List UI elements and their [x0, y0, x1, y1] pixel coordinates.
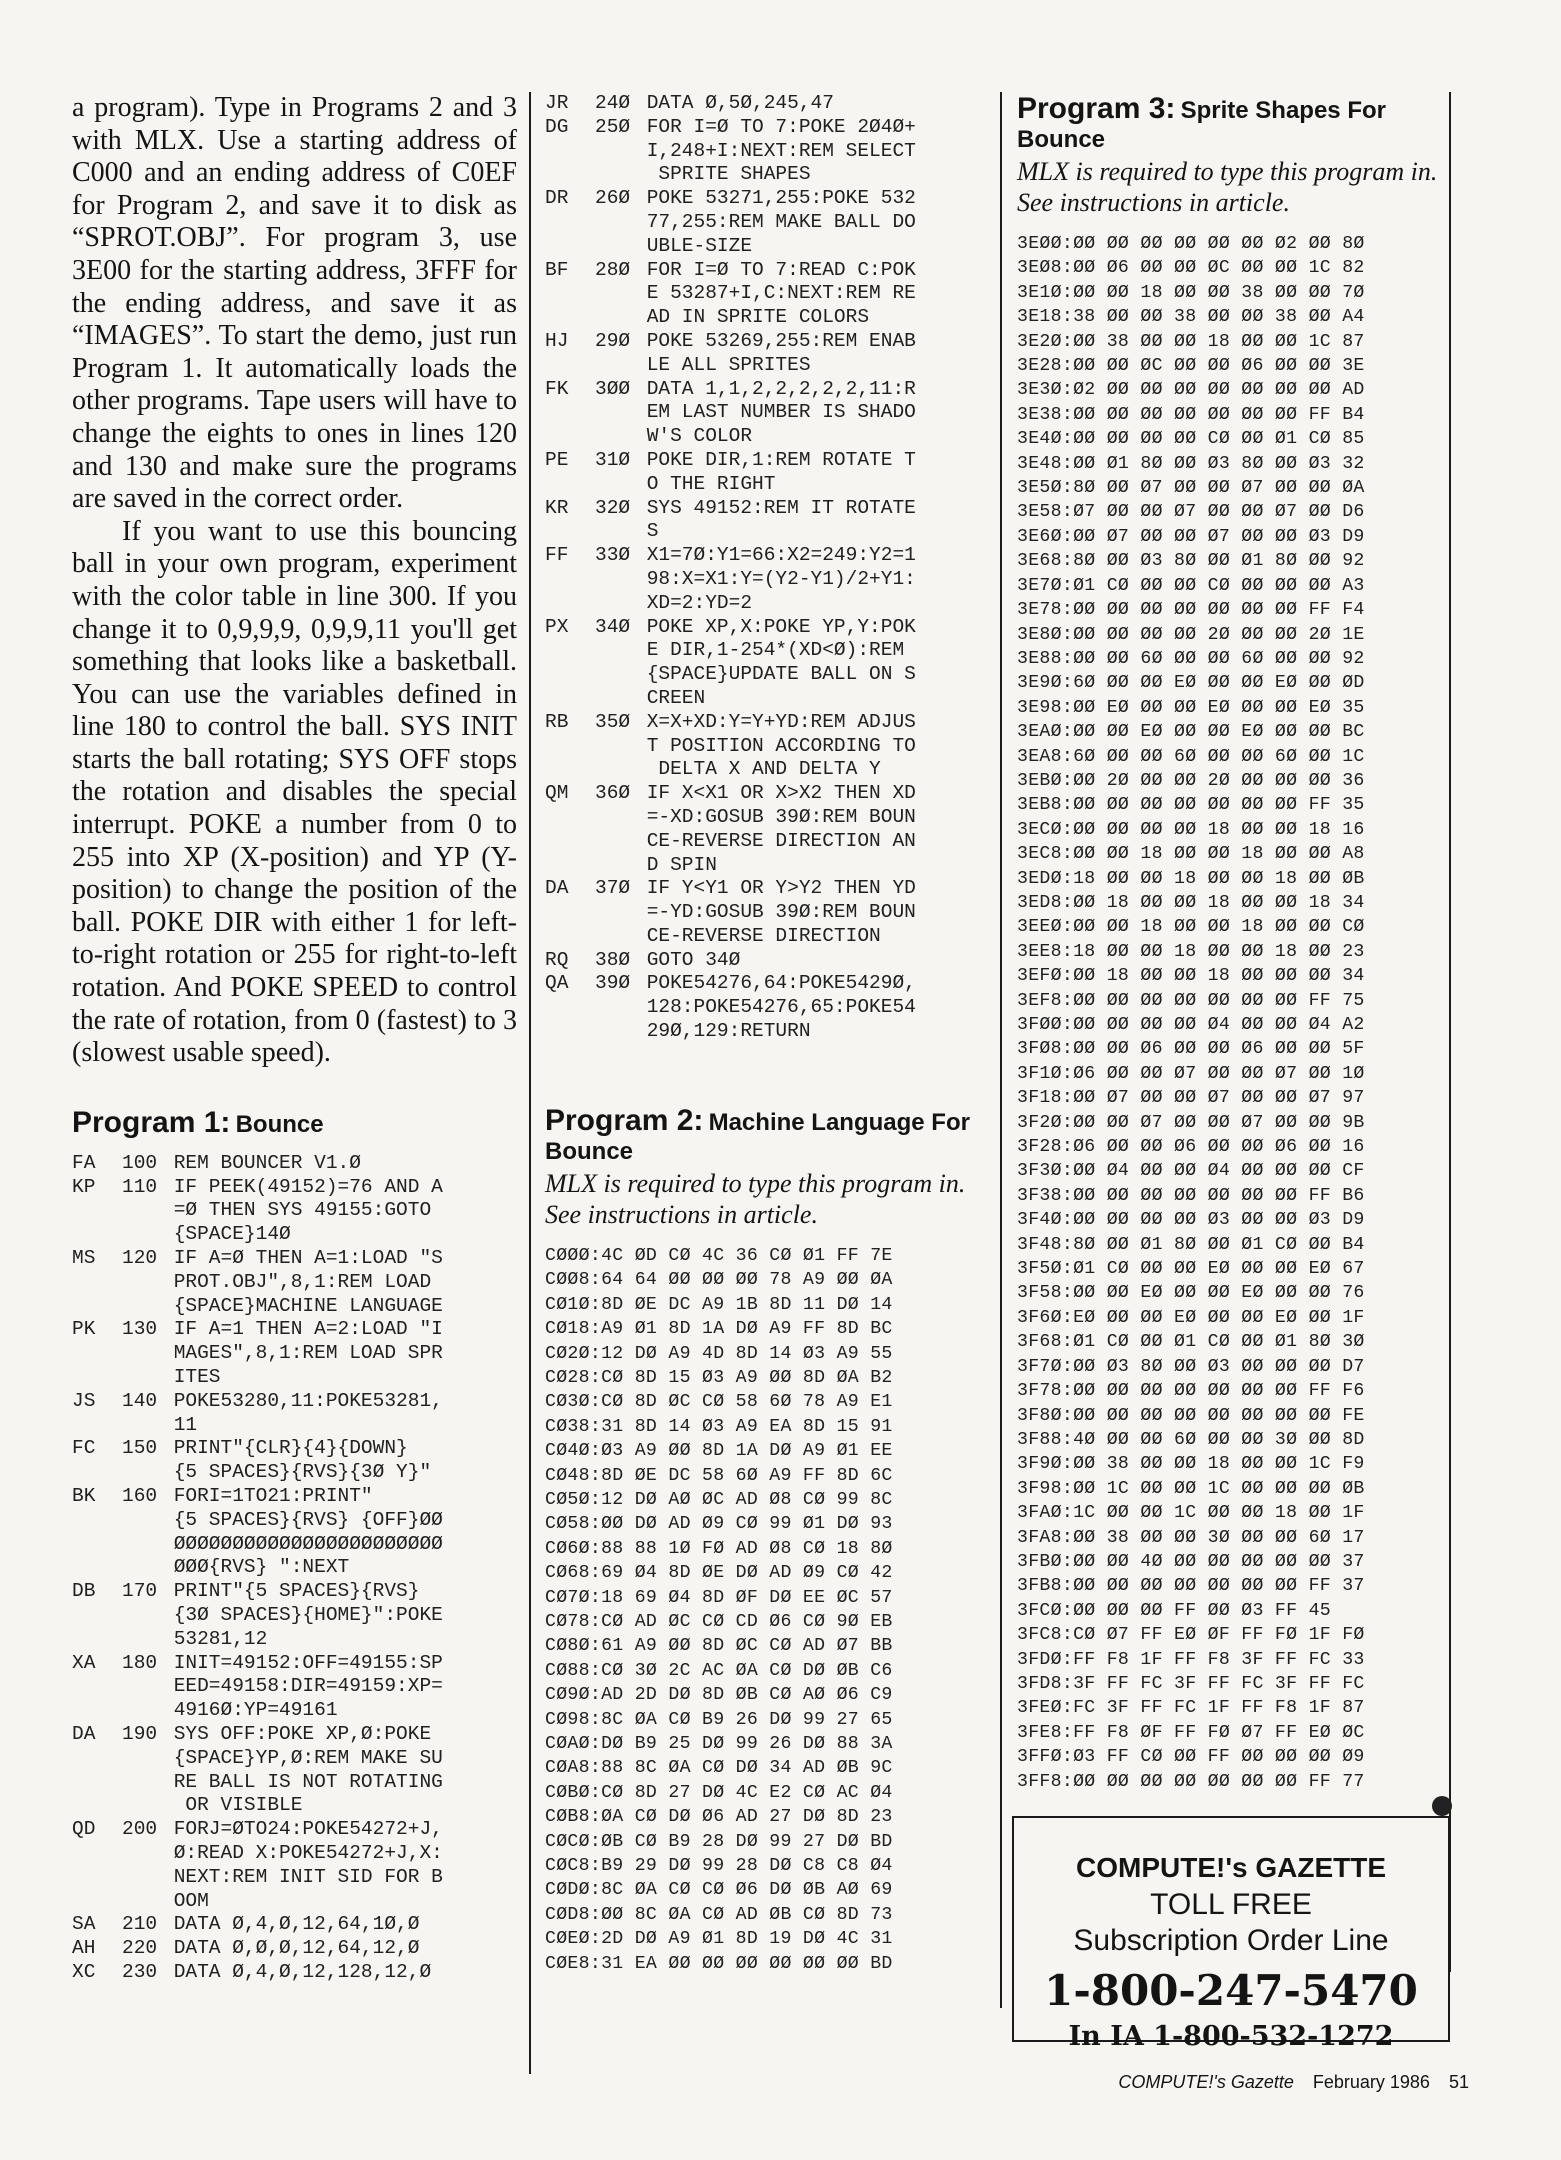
line-number: 38Ø: [595, 948, 631, 971]
program-1-listing-continued: [545, 92, 985, 1044]
code-line: [545, 259, 985, 330]
program-number: Program 3:: [1017, 92, 1176, 125]
hex-row: 3F1Ø:Ø6 ØØ ØØ Ø7 ØØ ØØ Ø7 ØØ 1Ø: [1017, 1063, 1365, 1084]
line-number: 180: [122, 1651, 158, 1674]
hex-row: 3E3Ø:Ø2 ØØ ØØ ØØ ØØ ØØ ØØ ØØ AD: [1017, 380, 1365, 401]
line-code: GOTO 34Ø: [635, 948, 741, 971]
checksum-tag: QD: [72, 1818, 96, 1841]
line-number: 39Ø: [595, 972, 631, 995]
checksum-tag: AH: [72, 1937, 96, 1960]
code-line: [72, 1913, 517, 1937]
code-line: [72, 1723, 517, 1818]
code-line: [72, 1152, 517, 1176]
hex-row: CØ48:8D ØE DC 58 6Ø A9 FF 8D 6C: [545, 1465, 893, 1486]
line-number: 26Ø: [595, 187, 631, 210]
hex-row: 3EØØ:ØØ ØØ ØØ ØØ ØØ ØØ Ø2 ØØ 8Ø: [1017, 234, 1365, 254]
checksum-tag: KR: [545, 496, 569, 519]
line-number: 36Ø: [595, 782, 631, 805]
hex-row: 3F38:ØØ ØØ ØØ ØØ ØØ ØØ ØØ FF B6: [1017, 1185, 1365, 1206]
line-number: 110: [122, 1175, 158, 1198]
hex-row: 3FA8:ØØ 38 ØØ ØØ 3Ø ØØ ØØ 6Ø 17: [1017, 1527, 1365, 1548]
code-line: [545, 544, 985, 615]
hex-row: 3EFØ:ØØ 18 ØØ ØØ 18 ØØ ØØ ØØ 34: [1017, 966, 1365, 987]
column-rule: [529, 92, 531, 2074]
hex-row: CØ7Ø:18 69 Ø4 8D ØF DØ EE ØC 57: [545, 1587, 893, 1608]
line-number: 190: [122, 1722, 158, 1745]
hex-row: CØ68:69 Ø4 8D ØE DØ AD Ø9 CØ 42: [545, 1563, 893, 1584]
checksum-tag: BK: [72, 1484, 96, 1507]
hex-row: CØØØ:4C ØD CØ 4C 36 CØ Ø1 FF 7E: [545, 1245, 893, 1266]
hex-row: CØ3Ø:CØ 8D ØC CØ 58 6Ø 78 A9 E1: [545, 1392, 893, 1413]
program-2-heading: [545, 1104, 985, 1166]
hex-row: 3E6Ø:ØØ Ø7 ØØ ØØ Ø7 ØØ ØØ Ø3 D9: [1017, 526, 1365, 547]
line-number: 150: [122, 1437, 158, 1460]
checksum-tag: DR: [545, 187, 569, 210]
code-line: [72, 1318, 517, 1389]
checksum-tag: PE: [545, 448, 569, 471]
hex-row: 3FF8:ØØ ØØ ØØ ØØ ØØ ØØ ØØ FF 77: [1017, 1771, 1365, 1792]
line-code: POKE53280,11:POKE53281, 11: [173, 1389, 443, 1436]
checksum-tag: FK: [545, 377, 569, 400]
line-code: DATA Ø,4,Ø,12,128,12,Ø: [162, 1960, 432, 1983]
hex-row: 3ED8:ØØ 18 ØØ ØØ 18 ØØ ØØ 18 34: [1017, 892, 1365, 913]
hex-row: CØB8:ØA CØ DØ Ø6 AD 27 DØ 8D 23: [545, 1807, 893, 1828]
program-title: Bounce: [235, 1110, 324, 1138]
checksum-tag: KP: [72, 1175, 96, 1198]
hex-row: 3EA8:6Ø ØØ ØØ 6Ø ØØ ØØ 6Ø ØØ 1C: [1017, 746, 1365, 767]
checksum-tag: XA: [72, 1651, 96, 1674]
checksum-tag: FF: [545, 544, 569, 567]
ad-toll-free: TOLL FREE: [1150, 1888, 1312, 1921]
line-number: 37Ø: [595, 877, 631, 900]
hex-row: 3FDØ:FF F8 1F FF F8 3F FF FC 33: [1017, 1649, 1365, 1670]
hex-row: CØ5Ø:12 DØ AØ ØC AD Ø8 CØ 99 8C: [545, 1489, 893, 1510]
code-line: [545, 449, 985, 497]
hex-row: CØ98:8C ØA CØ B9 26 DØ 99 27 65: [545, 1709, 893, 1730]
line-number: 220: [122, 1937, 158, 1960]
hex-row: CØC8:B9 29 DØ 99 28 DØ C8 C8 Ø4: [545, 1856, 893, 1877]
hex-row: CØBØ:CØ 8D 27 DØ 4C E2 CØ AC Ø4: [545, 1782, 893, 1803]
hex-row: CØ1Ø:8D ØE DC A9 1B 8D 11 DØ 14: [545, 1294, 893, 1315]
checksum-tag: HJ: [545, 329, 569, 352]
hex-row: 3E48:ØØ Ø1 8Ø ØØ Ø3 8Ø ØØ Ø3 32: [1017, 453, 1365, 474]
line-code: POKE54276,64:POKE5429Ø, 128:POKE54276,65:POKE54 29Ø,129:RETURN: [646, 972, 916, 1043]
code-line: [545, 616, 985, 711]
checksum-tag: QA: [545, 972, 569, 995]
line-number: 200: [122, 1818, 158, 1841]
hex-row: 3E4Ø:ØØ ØØ ØØ ØØ CØ ØØ Ø1 CØ 85: [1017, 429, 1365, 450]
program-title: Sprite Shapes For Bounce: [1017, 97, 1386, 153]
column-3: [1017, 92, 1457, 1816]
code-line: [545, 877, 985, 948]
line-number: 25Ø: [595, 115, 631, 138]
checksum-tag: SA: [72, 1913, 96, 1936]
hex-row: CØ9Ø:AD 2D DØ 8D ØB CØ AØ Ø6 C9: [545, 1685, 893, 1706]
code-line: [545, 949, 985, 973]
checksum-tag: JR: [545, 92, 569, 114]
hex-row: 3EDØ:18 ØØ ØØ 18 ØØ ØØ 18 ØØ ØB: [1017, 868, 1365, 889]
hex-row: 3E5Ø:8Ø ØØ Ø7 ØØ ØØ Ø7 ØØ ØØ ØA: [1017, 478, 1365, 499]
program-title: Machine Language For Bounce: [545, 1108, 970, 1165]
hex-row: 3FØ8:ØØ ØØ Ø6 ØØ ØØ Ø6 ØØ ØØ 5F: [1017, 1039, 1365, 1060]
code-line: [72, 1961, 517, 1985]
hex-row: 3FE8:FF F8 ØF FF FØ Ø7 FF EØ ØC: [1017, 1722, 1365, 1743]
hex-row: 3FAØ:1C ØØ ØØ 1C ØØ ØØ 18 ØØ 1F: [1017, 1503, 1365, 1524]
hex-row: 3E7Ø:Ø1 CØ ØØ ØØ CØ ØØ ØØ ØØ A3: [1017, 575, 1365, 596]
line-code: INIT=49152:OFF=49155:SP EED=49158:DIR=49159:XP= 4916Ø:YP=49161: [173, 1651, 443, 1722]
line-code: REM BOUNCER V1.Ø: [162, 1151, 361, 1174]
ad-brand: COMPUTE!'s GAZETTE: [1076, 1852, 1386, 1883]
line-number: 34Ø: [595, 615, 631, 638]
hex-row: CØEØ:2D DØ A9 Ø1 8D 19 DØ 4C 31: [545, 1929, 893, 1950]
line-code: PRINT"{5 SPACES}{RVS} {3Ø SPACES}{HOME}":POKE 53281,12: [173, 1580, 443, 1650]
line-code: FORJ=ØTO24:POKE54272+J, Ø:READ X:POKE54272+J,X: NEXT:REM INIT SID FOR B OOM: [173, 1818, 443, 1912]
hex-row: 3EEØ:ØØ ØØ 18 ØØ ØØ 18 ØØ ØØ CØ: [1017, 917, 1365, 938]
line-code: SYS 49152:REM IT ROTATE S: [646, 496, 916, 543]
checksum-tag: PK: [72, 1318, 96, 1341]
code-line: [72, 1937, 517, 1961]
hex-row: 3F8Ø:ØØ ØØ ØØ ØØ ØØ ØØ ØØ ØØ FE: [1017, 1405, 1365, 1426]
code-line: [545, 497, 985, 545]
program-3-heading: [1017, 92, 1457, 154]
line-code: IF A=Ø THEN A=1:LOAD "S PROT.OBJ",8,1:REM LOAD {SPACE}MACHINE LANGUAGE: [173, 1247, 443, 1317]
code-line: [545, 711, 985, 782]
program-instructions: MLX is required to type this program in. See instructions in article.: [1017, 157, 1438, 217]
hex-row: 3F18:ØØ Ø7 ØØ ØØ Ø7 ØØ ØØ Ø7 97: [1017, 1088, 1365, 1109]
line-code: X1=7Ø:Y1=66:X2=249:Y2=1 98:X=X1:Y=(Y2-Y1)/2+Y1: XD=2:YD=2: [646, 544, 916, 614]
hex-row: 3E8Ø:ØØ ØØ ØØ ØØ 2Ø ØØ ØØ 2Ø 1E: [1017, 624, 1365, 645]
checksum-tag: DB: [72, 1580, 96, 1603]
hex-row: 3FC8:CØ Ø7 FF EØ ØF FF FØ 1F FØ: [1017, 1625, 1365, 1646]
code-line: [72, 1247, 517, 1318]
hex-row: 3FBØ:ØØ ØØ 4Ø ØØ ØØ ØØ ØØ ØØ 37: [1017, 1551, 1365, 1572]
code-line: [72, 1818, 517, 1913]
line-code: PRINT"{CLR}{4}{DOWN} {5 SPACES}{RVS}{3Ø Y}": [173, 1437, 432, 1484]
hex-row: 3EAØ:ØØ ØØ EØ ØØ ØØ EØ ØØ ØØ BC: [1017, 722, 1365, 743]
hex-row: 3F4Ø:ØØ ØØ ØØ ØØ Ø3 ØØ ØØ Ø3 D9: [1017, 1210, 1365, 1231]
line-number: 210: [122, 1913, 158, 1936]
line-number: 140: [122, 1389, 158, 1412]
hex-row: 3E58:Ø7 ØØ ØØ Ø7 ØØ ØØ Ø7 ØØ D6: [1017, 502, 1365, 523]
checksum-tag: FC: [72, 1437, 96, 1460]
column-1: [72, 92, 517, 1985]
code-line: [545, 92, 985, 116]
line-code: POKE DIR,1:REM ROTATE T O THE RIGHT: [646, 448, 916, 495]
code-line: [72, 1580, 517, 1651]
program-2-hex-listing: [545, 1244, 985, 1976]
program-number: Program 2:: [545, 1103, 704, 1137]
code-line: [72, 1485, 517, 1580]
checksum-tag: XC: [72, 1960, 96, 1983]
line-code: DATA Ø,5Ø,245,47: [635, 92, 834, 114]
line-code: POKE 53271,255:POKE 532 77,255:REM MAKE BALL DO UBLE-SIZE: [646, 187, 916, 257]
line-code: FOR I=Ø TO 7:READ C:POK E 53287+I,C:NEXT:REM RE AD IN SPRITE COLORS: [646, 258, 916, 329]
hex-row: 3E88:ØØ ØØ 6Ø ØØ ØØ 6Ø ØØ ØØ 92: [1017, 648, 1365, 669]
hex-row: 3F88:4Ø ØØ ØØ 6Ø ØØ ØØ 3Ø ØØ 8D: [1017, 1429, 1365, 1450]
hex-row: 3F2Ø:ØØ ØØ Ø7 ØØ ØØ Ø7 ØØ ØØ 9B: [1017, 1112, 1365, 1133]
line-code: FORI=1TO21:PRINT" {5 SPACES}{RVS} {OFF}ØØ ØØØØØØØØØØØØØØØØØØØØØØØ ØØØ{RVS} ":NEXT: [173, 1484, 443, 1579]
hex-row: 3E98:ØØ EØ ØØ ØØ EØ ØØ ØØ EØ 35: [1017, 697, 1365, 718]
checksum-tag: JS: [72, 1389, 96, 1412]
hex-row: 3F68:Ø1 CØ ØØ Ø1 CØ ØØ Ø1 8Ø 3Ø: [1017, 1332, 1365, 1353]
article-paragraph: If you want to use this bouncing ball in your own program, experiment with the color table in line 300. If you change it to 0,9,9,9, 0,9,9,11 you'll get something that looks like a basketball. You can use the variables defined in line 180 to control the ball. SYS INIT starts the ball rotating; SYS OFF stops the rotation and disables the special interrupt. POKE a number from 0 to 255 into XP (X-position) and YP (Y-position) to change the position of the ball. POKE DIR with either 1 for left-to-right rotation or 255 for right-to-left rotation. And POKE SPEED to control the rate of rotation, from 0 (fastest) to 3 (slowest usable speed).: [72, 515, 517, 1069]
hex-row: 3ECØ:ØØ ØØ ØØ ØØ 18 ØØ ØØ 18 16: [1017, 819, 1365, 840]
line-code: POKE 53269,255:REM ENAB LE ALL SPRITES: [646, 329, 916, 376]
program-instructions: MLX is required to type this program in. See instructions in article.: [545, 1168, 966, 1229]
hex-row: CØAØ:DØ B9 25 DØ 99 26 DØ 88 3A: [545, 1734, 893, 1754]
line-code: FOR I=Ø TO 7:POKE 2Ø4Ø+ I,248+I:NEXT:REM SELECT SPRITE SHAPES: [646, 115, 916, 186]
hex-row: CØ8Ø:61 A9 ØØ 8D ØC CØ AD Ø7 BB: [545, 1636, 893, 1657]
hex-row: CØ4Ø:Ø3 A9 ØØ 8D 1A DØ A9 Ø1 EE: [545, 1441, 893, 1462]
code-line: [545, 972, 985, 1043]
hex-row: 3EE8:18 ØØ ØØ 18 ØØ ØØ 18 ØØ 23: [1017, 941, 1365, 962]
line-number: 100: [122, 1151, 158, 1174]
hex-row: CØ88:CØ 3Ø 2C AC ØA CØ DØ ØB C6: [545, 1660, 893, 1681]
hex-row: CØØ8:64 64 ØØ ØØ ØØ 78 A9 ØØ ØA: [545, 1270, 893, 1291]
line-number: 160: [122, 1484, 158, 1507]
hex-row: 3E2Ø:ØØ 38 ØØ ØØ 18 ØØ ØØ 1C 87: [1017, 331, 1365, 352]
line-code: X=X+XD:Y=Y+YD:REM ADJUS T POSITION ACCORDING TO DELTA X AND DELTA Y: [646, 710, 916, 781]
program-3-hex-listing: [1017, 232, 1457, 1794]
code-line: [72, 1390, 517, 1438]
hex-row: 3EØ8:ØØ Ø6 ØØ ØØ ØC ØØ ØØ 1C 82: [1017, 258, 1365, 279]
hex-row: 3E28:ØØ ØØ ØC ØØ ØØ Ø6 ØØ ØØ 3E: [1017, 356, 1365, 377]
hex-row: 3FCØ:ØØ ØØ ØØ FF ØØ Ø3 FF 45: [1017, 1600, 1331, 1621]
checksum-tag: QM: [545, 782, 569, 805]
hex-row: CØ78:CØ AD ØC CØ CD Ø6 CØ 9Ø EB: [545, 1611, 893, 1632]
hex-row: CØDØ:8C ØA CØ CØ Ø6 DØ ØB AØ 69: [545, 1880, 893, 1901]
hex-row: 3E38:ØØ ØØ ØØ ØØ ØØ ØØ ØØ FF B4: [1017, 404, 1365, 425]
code-line: [72, 1437, 517, 1485]
line-number: 3ØØ: [595, 377, 631, 400]
hex-row: 3F98:ØØ 1C ØØ ØØ 1C ØØ ØØ ØØ ØB: [1017, 1478, 1365, 1499]
hex-row: CØCØ:ØB CØ B9 28 DØ 99 27 DØ BD: [545, 1831, 893, 1852]
checksum-tag: RQ: [545, 948, 569, 971]
hex-row: 3F58:ØØ ØØ EØ ØØ ØØ EØ ØØ ØØ 76: [1017, 1283, 1365, 1304]
line-code: IF PEEK(49152)=76 AND A =Ø THEN SYS 49155:GOTO {SPACE}14Ø: [173, 1175, 443, 1246]
line-code: IF X<X1 OR X>X2 THEN XD =-XD:GOSUB 39Ø:REM BOUN CE-REVERSE DIRECTION AN D SPIN: [646, 782, 916, 876]
hex-row: 3EB8:ØØ ØØ ØØ ØØ ØØ ØØ ØØ FF 35: [1017, 795, 1365, 816]
hex-row: 3F3Ø:ØØ Ø4 ØØ ØØ Ø4 ØØ ØØ ØØ CF: [1017, 1161, 1365, 1182]
code-line: [545, 116, 985, 187]
line-code: POKE XP,X:POKE YP,Y:POK E DIR,1-254*(XD<Ø):REM {SPACE}UPDATE BALL ON S CREEN: [646, 615, 916, 709]
subscription-ad: [1012, 1816, 1450, 2052]
code-line: [545, 378, 985, 449]
ad-subtitle: Subscription Order Line: [1073, 1924, 1389, 1957]
hex-row: 3FD8:3F FF FC 3F FF FC 3F FF FC: [1017, 1673, 1365, 1694]
hex-row: CØ18:A9 Ø1 8D 1A DØ A9 FF 8D BC: [545, 1319, 893, 1340]
hex-row: 3F28:Ø6 ØØ ØØ Ø6 ØØ ØØ Ø6 ØØ 16: [1017, 1137, 1365, 1158]
checksum-tag: DA: [72, 1722, 96, 1745]
line-code: IF Y<Y1 OR Y>Y2 THEN YD =-YD:GOSUB 39Ø:REM BOUN CE-REVERSE DIRECTION: [646, 877, 916, 947]
hex-row: 3E68:8Ø ØØ Ø3 8Ø ØØ Ø1 8Ø ØØ 92: [1017, 551, 1365, 572]
line-number: 33Ø: [595, 544, 631, 567]
footer-issue: February 1986: [1312, 2072, 1430, 2092]
hex-row: CØA8:88 8C ØA CØ DØ 34 AD ØB 9C: [545, 1758, 893, 1779]
line-number: 31Ø: [595, 448, 631, 471]
hex-row: CØ58:ØØ DØ AD Ø9 CØ 99 Ø1 DØ 93: [545, 1514, 893, 1535]
column-rule: [1000, 92, 1002, 2008]
footer-page-number: 51: [1448, 2072, 1469, 2092]
ad-phone: 1-800-247-5470: [1044, 1966, 1418, 2015]
checksum-tag: RB: [545, 710, 569, 733]
line-code: DATA 1,1,2,2,2,2,2,11:R EM LAST NUMBER IS SHADO W'S COLOR: [646, 377, 916, 448]
hex-row: 3EBØ:ØØ 2Ø ØØ ØØ 2Ø ØØ ØØ ØØ 36: [1017, 770, 1365, 791]
hex-row: CØ2Ø:12 DØ A9 4D 8D 14 Ø3 A9 55: [545, 1343, 893, 1364]
hex-row: 3F9Ø:ØØ 38 ØØ ØØ 18 ØØ ØØ 1C F9: [1017, 1454, 1365, 1475]
line-number: 32Ø: [595, 496, 631, 519]
program-number: Program 1:: [72, 1105, 231, 1139]
checksum-tag: BF: [545, 258, 569, 281]
hex-row: CØ28:CØ 8D 15 Ø3 A9 ØØ 8D ØA B2: [545, 1367, 893, 1388]
code-line: [72, 1652, 517, 1723]
line-number: 170: [122, 1580, 158, 1603]
line-number: 35Ø: [595, 710, 631, 733]
line-number: 230: [122, 1960, 158, 1983]
hex-row: 3FØØ:ØØ ØØ ØØ ØØ Ø4 ØØ ØØ Ø4 A2: [1017, 1015, 1365, 1035]
hex-row: CØ6Ø:88 88 1Ø FØ AD Ø8 CØ 18 8Ø: [545, 1538, 893, 1559]
line-number: 130: [122, 1318, 158, 1341]
hex-row: CØE8:31 EA ØØ ØØ ØØ ØØ ØØ ØØ BD: [545, 1953, 893, 1974]
checksum-tag: DG: [545, 115, 569, 138]
checksum-tag: FA: [72, 1151, 96, 1174]
line-number: 24Ø: [595, 92, 631, 114]
hex-row: 3E9Ø:6Ø ØØ ØØ EØ ØØ ØØ EØ ØØ ØD: [1017, 673, 1365, 694]
hex-row: 3F5Ø:Ø1 CØ ØØ ØØ EØ ØØ ØØ EØ 67: [1017, 1259, 1365, 1280]
hex-row: 3F48:8Ø ØØ Ø1 8Ø ØØ Ø1 CØ ØØ B4: [1017, 1234, 1365, 1255]
hex-row: 3EC8:ØØ ØØ 18 ØØ ØØ 18 ØØ ØØ A8: [1017, 844, 1365, 865]
hex-row: 3F78:ØØ ØØ ØØ ØØ ØØ ØØ ØØ FF F6: [1017, 1381, 1365, 1402]
checksum-tag: DA: [545, 877, 569, 900]
hex-row: 3EF8:ØØ ØØ ØØ ØØ ØØ ØØ ØØ FF 75: [1017, 990, 1365, 1011]
column-2: [545, 92, 985, 1976]
line-number: 120: [122, 1247, 158, 1269]
program-1-listing: [72, 1152, 517, 1985]
hex-row: CØD8:ØØ 8C ØA CØ AD ØB CØ 8D 73: [545, 1904, 893, 1925]
code-line: [545, 330, 985, 378]
page-footer: [1093, 2072, 1469, 2093]
checksum-tag: MS: [72, 1247, 96, 1269]
code-line: [545, 187, 985, 258]
hex-row: 3FB8:ØØ ØØ ØØ ØØ ØØ ØØ ØØ FF 37: [1017, 1576, 1365, 1597]
hex-row: 3FFØ:Ø3 FF CØ ØØ FF ØØ ØØ ØØ Ø9: [1017, 1747, 1365, 1768]
hex-row: 3FEØ:FC 3F FF FC 1F FF F8 1F 87: [1017, 1698, 1365, 1719]
code-line: [545, 782, 985, 877]
line-code: DATA Ø,Ø,Ø,12,64,12,Ø: [162, 1937, 420, 1960]
end-of-article-icon: [1432, 1796, 1452, 1816]
hex-row: 3E18:38 ØØ ØØ 38 ØØ ØØ 38 ØØ A4: [1017, 307, 1365, 328]
ad-iowa-phone: In IA 1-800-532-1272: [1068, 2021, 1394, 2052]
line-code: IF A=1 THEN A=2:LOAD "I MAGES",8,1:REM LOAD SPR ITES: [173, 1318, 443, 1388]
line-code: DATA Ø,4,Ø,12,64,1Ø,Ø: [162, 1913, 420, 1936]
hex-row: 3F7Ø:ØØ Ø3 8Ø ØØ Ø3 ØØ ØØ ØØ D7: [1017, 1356, 1365, 1377]
program-1-heading: [72, 1106, 517, 1140]
hex-row: CØ38:31 8D 14 Ø3 A9 EA 8D 15 91: [545, 1416, 893, 1437]
hex-row: 3F6Ø:EØ ØØ ØØ EØ ØØ ØØ EØ ØØ 1F: [1017, 1307, 1365, 1328]
line-number: 29Ø: [595, 329, 631, 352]
hex-row: 3E1Ø:ØØ ØØ 18 ØØ ØØ 38 ØØ ØØ 7Ø: [1017, 282, 1365, 303]
line-code: SYS OFF:POKE XP,Ø:POKE {SPACE}YP,Ø:REM MAKE SU RE BALL IS NOT ROTATING OR VISIBLE: [173, 1722, 443, 1817]
article-paragraph: a program). Type in Programs 2 and 3 with MLX. Use a starting address of C000 and an ending address of C0EF for Program 2, and save it to disk as “SPROT.OBJ”. For program 3, use 3E00 for the starting address, 3FFF for the ending address, and save it as “IMAGES”. To start the demo, just run Program 1. It automatically loads the other programs. Tape users will have to change the eights to ones in lines 120 and 130 and make sure the programs are saved in the correct order.: [72, 92, 517, 515]
footer-publication: COMPUTE!'s Gazette: [1118, 2072, 1294, 2092]
checksum-tag: PX: [545, 615, 569, 638]
code-line: [72, 1176, 517, 1247]
line-number: 28Ø: [595, 258, 631, 281]
hex-row: 3E78:ØØ ØØ ØØ ØØ ØØ ØØ ØØ FF F4: [1017, 600, 1365, 621]
